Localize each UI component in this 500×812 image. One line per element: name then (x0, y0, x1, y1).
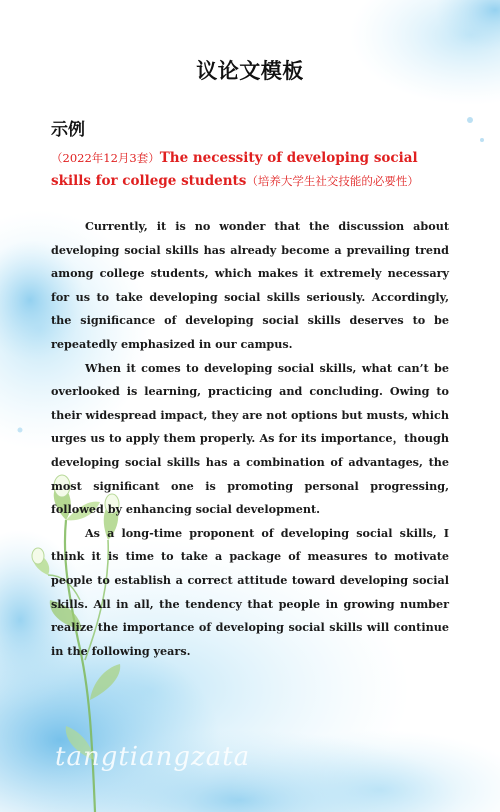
page-title: 议论文模板 (196, 59, 304, 83)
essay-paragraph: As a long-time proponent of developing social skills, I think it is time to take a package of measures to motivate people to establish a correct attitude toward developing social skills. All in all, the tendency that people in growing number realize the importance of developing social skills will continue in the following years. (51, 525, 449, 658)
watermark-signature: tangtiangzata (55, 742, 251, 772)
section-heading: 示例 (51, 120, 85, 140)
topic-exam-source: （2022年12月3套） (51, 151, 160, 165)
essay-body (51, 215, 449, 663)
essay-paragraph: When it comes to developing social skills, what can’t be overlooked is learning, practicing and concluding. Owing to their widespread impact, they are not options but musts, which urges us to apply them properly. As for its importance，though developing social skills has a combination of advantages, the most significant one is promoting personal progressing, followed by enhancing social development. (51, 360, 449, 517)
topic-chinese-title: （培养大学生社交技能的必要性） (246, 174, 419, 188)
topic-english-title: The necessity of developing social skills for college students (51, 150, 418, 189)
essay-topic (51, 147, 449, 193)
essay-paragraph: Currently, it is no wonder that the discussion about developing social skills has already become a prevailing trend among college students, which makes it extremely necessary for us to take developing social skills seriously. Accordingly, the significance of developing social skills deserves to be repeatedly emphasized in our campus. (51, 219, 449, 351)
